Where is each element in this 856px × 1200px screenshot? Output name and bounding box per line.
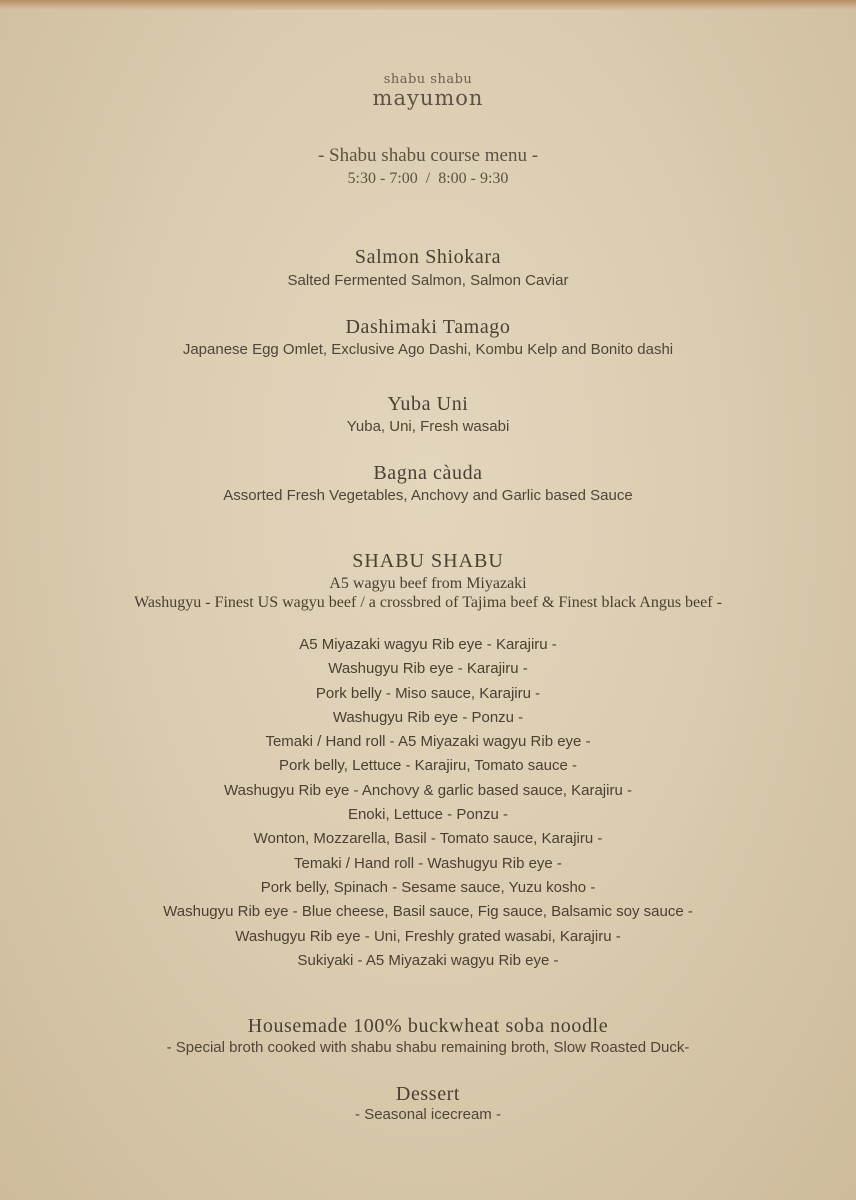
menu-times: 5:30 - 7:00 / 8:00 - 9:30 (347, 170, 509, 187)
shabu-course-list (0, 633, 856, 973)
dish-desc-dashimaki-tamago: Japanese Egg Omlet, Exclusive Ago Dashi, Kombu Kelp and Bonito dashi (182, 341, 674, 358)
list-item: Sukiyaki - A5 Miyazaki wagyu Rib eye - (297, 951, 559, 969)
dish-desc-salmon-shiokara: Salted Fermented Salmon, Salmon Caviar (287, 272, 569, 289)
dish-desc-bagna-cauda: Assorted Fresh Vegetables, Anchovy and Garlic based Sauce (223, 487, 633, 504)
soba-title: Housemade 100% buckwheat soba noodle (247, 1015, 609, 1037)
list-item: Enoki, Lettuce - Ponzu - (347, 806, 509, 824)
list-item: Pork belly, Spinach - Sesame sauce, Yuzu kosho - (260, 878, 596, 896)
list-item: Wonton, Mozzarella, Basil - Tomato sauce, Karajiru - (253, 830, 603, 848)
dish-name-dashimaki-tamago: Dashimaki Tamago (345, 316, 511, 338)
list-item: Temaki / Hand roll - A5 Miyazaki wagyu Rib eye - (265, 733, 591, 751)
list-item: Temaki / Hand roll - Washugyu Rib eye - (294, 854, 562, 872)
menu-title: - Shabu shabu course menu - (317, 145, 539, 166)
brand-subtitle: shabu shabu (383, 72, 473, 87)
dessert-title: Dessert (395, 1083, 461, 1105)
brand-name: mayumon (372, 86, 484, 110)
list-item: Pork belly, Lettuce - Karajiru, Tomato sauce - (279, 757, 577, 775)
dish-name-salmon-shiokara: Salmon Shiokara (354, 246, 502, 268)
dish-name-bagna-cauda: Bagna càuda (373, 462, 483, 484)
soba-desc: - Special broth cooked with shabu shabu remaining broth, Slow Roasted Duck- (166, 1039, 690, 1056)
shabu-section-title: SHABU SHABU (352, 550, 504, 572)
paper-top-edge (0, 0, 856, 10)
list-item: A5 Miyazaki wagyu Rib eye - Karajiru - (299, 636, 557, 653)
list-item: Washugyu Rib eye - Blue cheese, Basil sauce, Fig sauce, Balsamic soy sauce - (163, 903, 693, 921)
list-item: Washugyu Rib eye - Karajiru - (328, 660, 528, 678)
shabu-subtitle-a5: A5 wagyu beef from Miyazaki (329, 575, 527, 592)
dish-name-yuba-uni: Yuba Uni (387, 393, 469, 415)
shabu-subtitle-washugyu: Washugyu - Finest US wagyu beef / a crossbred of Tajima beef & Finest black Angus beef - (134, 594, 722, 611)
list-item: Washugyu Rib eye - Ponzu - (332, 708, 524, 726)
list-item: Pork belly - Miso sauce, Karajiru - (315, 684, 541, 702)
list-item: Washugyu Rib eye - Anchovy & garlic based sauce, Karajiru - (224, 781, 632, 799)
dessert-desc: - Seasonal icecream - (355, 1106, 501, 1123)
dish-desc-yuba-uni: Yuba, Uni, Fresh wasabi (346, 418, 510, 435)
list-item: Washugyu Rib eye - Uni, Freshly grated wasabi, Karajiru - (235, 927, 621, 945)
